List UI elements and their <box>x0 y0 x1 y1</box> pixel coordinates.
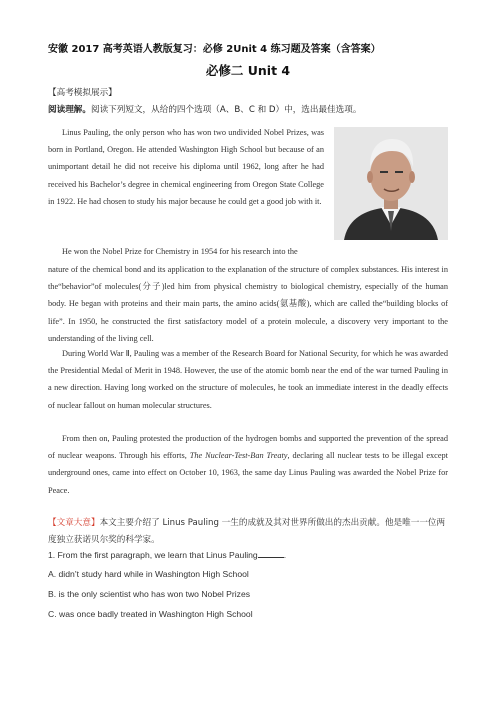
paragraph-4-text-b: , declaring all nuclear tests to be illegal except underground ones, came into effect on October 10, 1963, the same day Linus Pauling was awarded the Nobel Prize for Peace. <box>48 451 448 495</box>
question-stem <box>48 549 286 560</box>
instruction-text: 阅读下列短文，从给的四个选项（A、B、C 和 D）中，选出最佳选项。 <box>90 105 362 115</box>
summary-text: 本文主要介绍了 Linus Pauling 一生的成就及其对世界所做出的杰出贡献。他是唯一一位两度独立获诺贝尔奖的科学家。 <box>48 518 446 545</box>
section-label: 【高考模拟展示】 <box>48 88 117 98</box>
unit-heading: 必修二 Unit 4 <box>205 63 291 78</box>
portrait-photo <box>334 127 448 240</box>
article-summary <box>48 515 448 549</box>
question-text: 1. From the first paragraph, we learn that Linus Pauling <box>48 550 258 560</box>
paragraph-4-text-a: From then on, Pauling protested the production of the hydrogen bombs and supported the prevention of the spread of nuclear weapons. Through his efforts, <box>48 434 448 461</box>
instruction-type: 阅读理解。 <box>48 105 91 115</box>
question-end: . <box>283 550 287 560</box>
option-a: A. didn’t study hard while in Washington High School <box>48 569 249 579</box>
paragraph-4 <box>48 430 448 499</box>
portrait-illustration <box>334 127 448 240</box>
option-b: B. is the only scientist who has won two Nobel Prizes <box>48 589 251 599</box>
paragraph-1: Linus Pauling, the only person who has won two undivided Nobel Prizes, was born in Portland, Oregon. He attended Washington High School but because of an unimportant detail he did not receive his diploma until 1962, long after he had received his Bachelor’s degree in chemical engineering from Oregon State College in 1922. He had chosen to study his major because he could get a good job with it. <box>48 128 324 206</box>
treaty-name: The Nuclear-Test-Ban Treaty <box>189 451 288 461</box>
paragraph-2-start: He won the Nobel Prize for Chemistry in 1954 for his research into the <box>62 247 298 256</box>
instruction <box>48 103 361 115</box>
option-c: C. was once badly treated in Washington High School <box>48 609 253 619</box>
answer-blank <box>258 549 287 560</box>
paragraph-2-continued: nature of the chemical bond and its application to the explanation of the structure of complex substances. His interest in the“behavior”of molecules(分子)led him from physical chemistry to biological chemistry, especially of the human body. He began with proteins and their main parts, the amino acids(氨基酸), which are called the“building blocks of life”. In 1950, he constructed the first satisfactory model of a protein molecule, a discovery very important to the understanding of the living cell. <box>48 265 448 343</box>
summary-tag: 【文章大意】 <box>48 518 100 528</box>
paragraph-3: During World War Ⅱ, Pauling was a member of the Research Board for National Security, for which he was awarded the Presidential Medal of Merit in 1948. However, the use of the atomic bomb near the end of the war turned Pauling in a new direction. Having long worked on the structure of molecules, he took an immediate interest in the deadly effects of nuclear fallout on human molecular structures. <box>48 349 448 410</box>
document-title: 安徽 2017 高考英语人教版复习：必修 2Unit 4 练习题及答案（含答案） <box>48 44 381 55</box>
